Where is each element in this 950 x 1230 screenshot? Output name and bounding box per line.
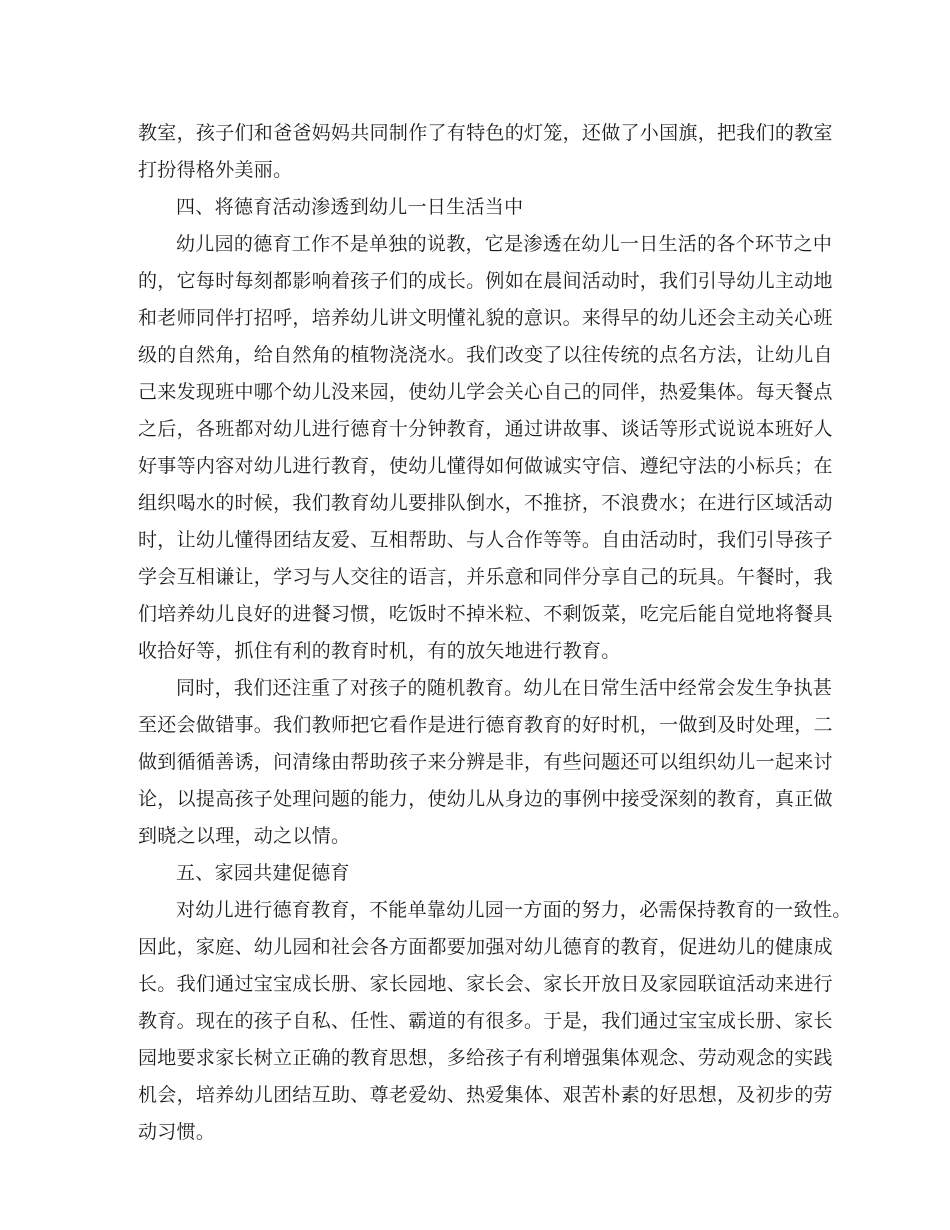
text-line: 长。我们通过宝宝成长册、家长园地、家长会、家长开放日及家园联谊活动来进行 — [138, 973, 833, 995]
text-line: 教育。现在的孩子自私、任性、霸道的有很多。于是，我们通过宝宝成长册、家长 — [138, 1010, 833, 1032]
text-line: 因此，家庭、幼儿园和社会各方面都要加强对幼儿德育的教育，促进幼儿的健康成 — [138, 936, 833, 958]
text-line: 己来发现班中哪个幼儿没来园，使幼儿学会关心自己的同伴，热爱集体。每天餐点 — [138, 381, 833, 403]
text-line: 园地要求家长树立正确的教育思想，多给孩子有利增强集体观念、劳动观念的实践 — [138, 1047, 833, 1069]
text-line: 组织喝水的时候，我们教育幼儿要排队倒水，不推挤，不浪费水；在进行区域活动 — [138, 492, 833, 514]
text-line: 们培养幼儿良好的进餐习惯，吃饭时不掉米粒、不剩饭菜，吃完后能自觉地将餐具 — [138, 603, 833, 625]
text-line: 机会，培养幼儿团结互助、尊老爱幼、热爱集体、艰苦朴素的好思想，及初步的劳 — [138, 1084, 833, 1106]
text-line: 时，让幼儿懂得团结友爱、互相帮助、与人合作等等。自由活动时，我们引导孩子 — [138, 529, 833, 551]
paragraph-start-line: 同时，我们还注重了对孩子的随机教育。幼儿在日常生活中经常会发生争执甚 — [176, 677, 833, 699]
text-line: 之后，各班都对幼儿进行德育十分钟教育，通过讲故事、谈话等形式说说本班好人 — [138, 418, 833, 440]
text-line: 和老师同伴打招呼，培养幼儿讲文明懂礼貌的意识。来得早的幼儿还会主动关心班 — [138, 307, 833, 329]
text-line: 级的自然角，给自然角的植物浇浇水。我们改变了以往传统的点名方法，让幼儿自 — [138, 344, 833, 366]
paragraph-start-line: 四、将德育活动渗透到幼儿一日生活当中 — [176, 196, 524, 218]
paragraph-start-line: 对幼儿进行德育教育，不能单靠幼儿园一方面的努力，必需保持教育的一致性。 — [176, 899, 852, 921]
paragraph-start-line: 五、家园共建促德育 — [176, 862, 350, 884]
text-line: 到晓之以理，动之以情。 — [138, 825, 351, 847]
text-line: 收拾好等，抓住有利的教育时机，有的放矢地进行教育。 — [138, 640, 621, 662]
text-line: 打扮得格外美丽。 — [138, 159, 293, 181]
text-line: 好事等内容对幼儿进行教育，使幼儿懂得如何做诚实守信、遵纪守法的小标兵；在 — [138, 455, 833, 477]
text-line: 教室，孩子们和爸爸妈妈共同制作了有特色的灯笼，还做了小国旗，把我们的教室 — [138, 122, 833, 144]
text-line: 论，以提高孩子处理问题的能力，使幼儿从身边的事例中接受深刻的教育，真正做 — [138, 788, 833, 810]
text-line: 至还会做错事。我们教师把它看作是进行德育教育的好时机，一做到及时处理，二 — [138, 714, 833, 736]
text-line: 动习惯。 — [138, 1121, 216, 1143]
text-line: 的，它每时每刻都影响着孩子们的成长。例如在晨间活动时，我们引导幼儿主动地 — [138, 270, 833, 292]
paragraph-start-line: 幼儿园的德育工作不是单独的说教，它是渗透在幼儿一日生活的各个环节之中 — [176, 233, 833, 255]
document-page — [138, 115, 852, 1151]
text-line: 学会互相谦让，学习与人交往的语言，并乐意和同伴分享自己的玩具。午餐时，我 — [138, 566, 833, 588]
text-line: 做到循循善诱，问清缘由帮助孩子来分辨是非，有些问题还可以组织幼儿一起来讨 — [138, 751, 833, 773]
